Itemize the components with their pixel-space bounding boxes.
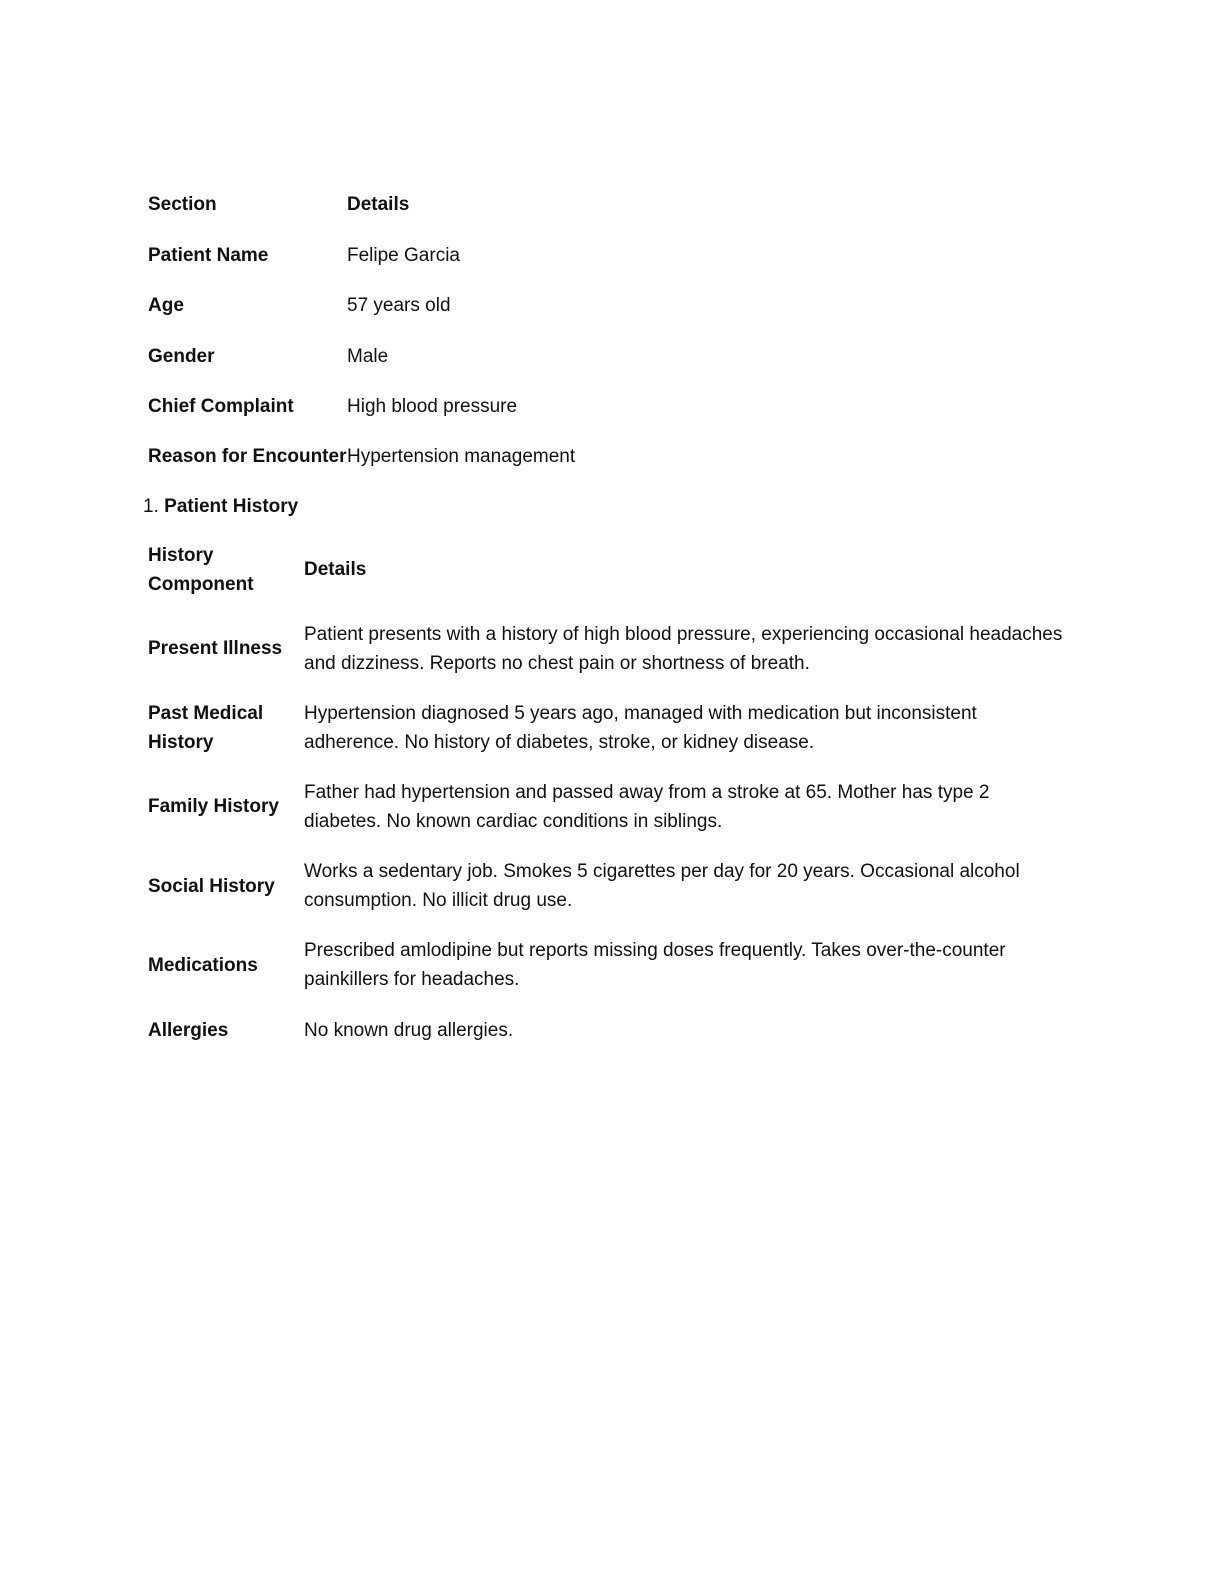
section-number: 1. [143,496,159,517]
history-label: Past Medical History [148,703,264,753]
history-row-allergies [148,1016,1068,1046]
summary-label: Patient Name [148,245,269,266]
history-row-past-medical-history [148,699,1068,759]
history-label: Family History [148,796,279,817]
summary-label: Chief Complaint [148,396,294,417]
history-label: Medications [148,955,258,976]
summary-value: High blood pressure [347,396,518,417]
summary-label: Age [148,295,184,316]
history-value: No known drug allergies. [304,1020,514,1041]
history-header-row [148,541,1068,601]
summary-value: Male [347,346,389,367]
summary-header-section: Section [148,194,217,215]
section-title: Patient History [164,496,299,517]
history-label: Allergies [148,1020,229,1041]
history-row-family-history [148,778,1068,838]
summary-value: Felipe Garcia [347,245,460,266]
history-value: Prescribed amlodipine but reports missing doses frequently. Takes over-the-counter painkillers for headaches. [304,940,1006,990]
history-value: Father had hypertension and passed away from a stroke at 65. Mother has type 2 diabetes. No known cardiac conditions in siblings. [304,782,990,832]
history-value: Works a sedentary job. Smokes 5 cigarettes per day for 20 years. Occasional alcohol consumption. No illicit drug use. [304,861,1020,911]
summary-header-details: Details [347,194,410,215]
history-header-component: History Component [148,545,254,595]
summary-value: Hypertension management [347,446,576,467]
summary-label: Reason for Encounter [148,446,347,467]
history-header-details: Details [304,559,367,580]
summary-value: 57 years old [347,295,451,316]
history-label: Social History [148,876,275,897]
history-label: Present Illness [148,638,283,659]
history-value: Patient presents with a history of high blood pressure, experiencing occasional headaches and dizziness. Reports no chest pain or shortness of breath. [304,624,1063,674]
section-heading-patient-history [143,492,298,522]
history-row-medications [148,936,1068,996]
history-value: Hypertension diagnosed 5 years ago, managed with medication but inconsistent adherence. No history of diabetes, stroke, or kidney disease. [304,703,977,753]
history-row-present-illness [148,620,1068,680]
history-row-social-history [148,857,1068,917]
summary-label: Gender [148,346,215,367]
